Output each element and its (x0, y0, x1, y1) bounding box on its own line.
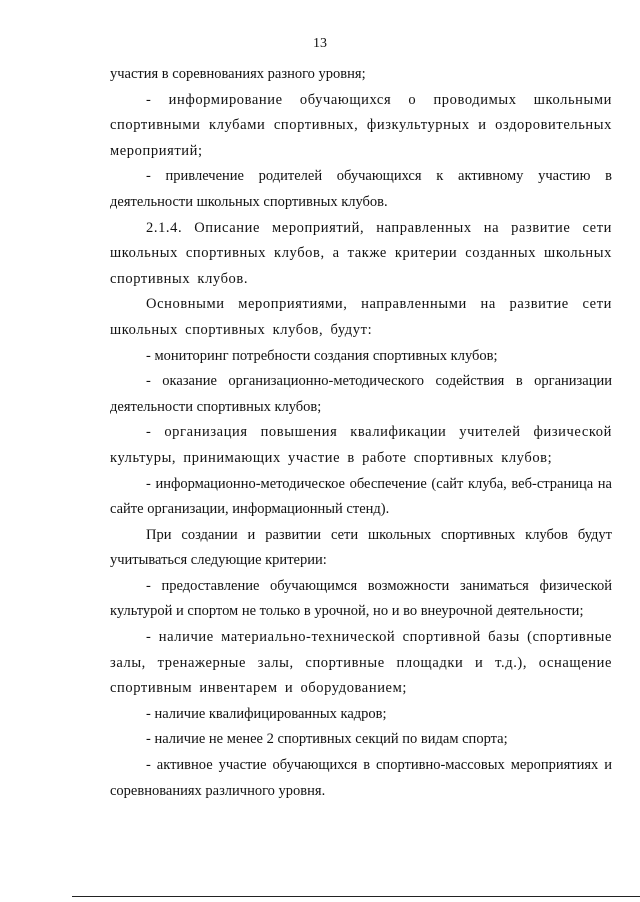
paragraph-list-item: - оказание организационно-методического содействия в организации деятельности спортивных клубов; (110, 373, 612, 415)
footer-rule (72, 896, 640, 897)
paragraph-list-item: - активное участие обучающихся в спортивно-массовых мероприятиях и соревнованиях различного уровня. (110, 757, 612, 799)
paragraph-list-item: - мониторинг потребности создания спортивных клубов; (146, 347, 498, 364)
paragraph-section-heading: 2.1.4. Описание мероприятий, направленных на развитие сети школьных спортивных клубов, а также критерии созданных школьных спортивных клубов. (110, 219, 612, 287)
paragraph-list-item: - информирование обучающихся о проводимых школьными спортивными клубами спортивных, физкультурных и оздоровительных мероприятий; (110, 91, 612, 159)
paragraph-continuation: участия в соревнованиях разного уровня; (110, 66, 366, 82)
body-text (110, 62, 612, 804)
paragraph-list-item: - предоставление обучающимся возможности заниматься физической культурой и спортом не только в урочной, но и во внеурочной деятельности; (110, 577, 612, 620)
paragraph-list-item: - организация повышения квалификации учителей физической культуры, принимающих участие в работе спортивных клубов; (110, 424, 612, 466)
paragraph-list-item: - информационно-методическое обеспечение (сайт клуба, веб-страница на сайте организации, информационный стенд). (110, 475, 612, 518)
paragraph-list-item: - наличие квалифицированных кадров; (146, 705, 387, 722)
paragraph-list-item: - наличие материально-технической спортивной базы (спортивные залы, тренажерные залы, спортивные площадки и т.д.), оснащение спортивным инвентарем и оборудованием; (110, 629, 612, 697)
page-number: 13 (313, 36, 327, 51)
paragraph-list-item: - наличие не менее 2 спортивных секций по видам спорта; (146, 731, 508, 748)
paragraph: Основными мероприятиями, направленными на развитие сети школьных спортивных клубов, будут: (110, 296, 612, 338)
paragraph-list-item: - привлечение родителей обучающихся к активному участию в деятельности школьных спортивных клубов. (110, 168, 612, 210)
paragraph: При создании и развитии сети школьных спортивных клубов будут учитываться следующие критерии: (110, 526, 612, 569)
